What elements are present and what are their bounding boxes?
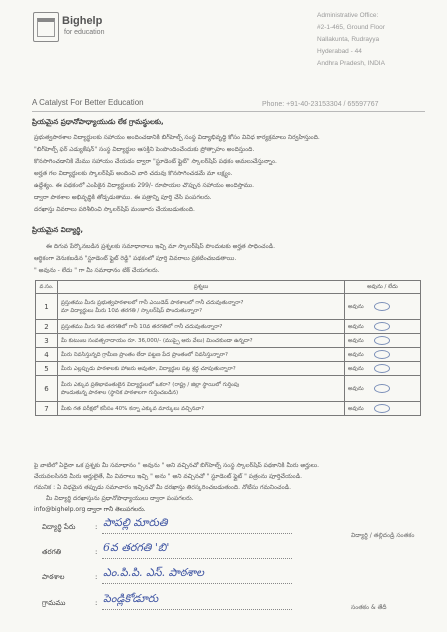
paragraph-line: మీ విద్యార్థి దరఖాస్తును ప్రధానోపాధ్యాయులు ద్వారా పంపగలరు. — [46, 495, 194, 502]
tick-mark-icon — [374, 350, 390, 359]
paragraph-line: "బిగ్‌హెల్ప్ ఫర్ ఎడ్యుకేషన్" సంస్థ విద్యార్థుల ఆసక్తిని పెంపొందించేందుకు ప్రోత్సాహం అందిస్తుంది. — [34, 146, 255, 153]
answer-cell — [345, 294, 421, 320]
row-number: 5 — [36, 362, 58, 376]
tick-mark-icon — [374, 322, 390, 331]
column-header-question: ప్రశ్నలు — [58, 281, 345, 294]
row-number: 7 — [36, 402, 58, 416]
question-text: మీకు గత పరీక్షలో కనీసం 40% కన్నా ఎక్కువ మార్కులు వచ్చినవా? — [61, 405, 205, 412]
contact-line: info@bighelp.org ద్వారా గానీ తెలుపగలరు. — [34, 506, 146, 513]
table-row — [36, 402, 421, 416]
question-text: మీ కుటుంబ సంవత్సరాదాయం రూ. 36,000/- (ముప్పై ఆరు వేలు) మించకుండా ఉన్నదా? — [61, 337, 253, 344]
paragraph-line: గమనిక : ఏ విధమైన తప్పుడు సమాచారం ఇచ్చినచో మీ దరఖాస్తు తిరస్కరించబడుతుంది. నోటీసు గమనించండి. — [34, 484, 291, 491]
colon: : — [95, 523, 98, 531]
answer-cell — [345, 376, 421, 402]
question-cell — [58, 362, 345, 376]
tick-mark-icon — [374, 384, 390, 393]
question-text: మీరు నివసిస్తున్నది గ్రామీణ ప్రాంతం లేదా పట్టణ పేద ప్రాంతంలో నివసిస్తున్నారా? — [61, 351, 228, 358]
answer-cell — [345, 402, 421, 416]
answer-text: అవును — [348, 386, 364, 392]
column-header-number: వ.సం. — [36, 281, 58, 294]
question-text: మీరు ఎల్లప్పుడు పాఠశాలకు హాజరు అవుతూ, విద్యార్థుల పట్ల శ్రద్ధ చూపుతున్నారా? — [61, 365, 236, 372]
row-number: 4 — [36, 348, 58, 362]
paragraph-line: ఈ దిగువ పేర్కొనబడిన ప్రశ్నలకు సమాధానాలు ఇచ్చి మా స్కాలర్‌షిప్ పొందుటకు అర్హత సాధించండి. — [46, 243, 276, 250]
brand-name: Bighelp — [62, 15, 103, 27]
paragraph-line: చేయవలసినది మీరు అర్హులైతే, మీ వివరాలు ఇచ్చి " అను " అని వచ్చినచో " స్టూడెంట్ ఫ్లైట్ " పత్రంను పూర్తిచేయండి. — [34, 473, 303, 480]
row-number: 1 — [36, 294, 58, 320]
answer-cell — [345, 362, 421, 376]
paragraph-line: ప్రభుత్వపాఠశాల విద్యార్థులకు సహాయం అందించడానికి బిగ్‌హెల్ప్ సంస్థ విద్యాభివృద్ధి కోసం వివిధ కార్యక్రమాలు నిర్వహిస్తుంది. — [34, 134, 320, 141]
tagline: A Catalyst For Better Education — [32, 98, 144, 107]
answer-text: అవును — [348, 406, 364, 412]
phone-line: Phone: +91-40-23153304 / 65597767 — [262, 101, 379, 108]
address-line: Nallakunta, Rudrayya — [317, 36, 380, 43]
paragraph-line: కొనసాగించడానికి మేము సహాయం చేయడం ద్వారా "స్టూడెంట్ ఫ్లైట్" స్కాలర్‌షిప్ పథకం అమలుచేస్తున్నాం. — [34, 158, 277, 165]
paragraph-line: దరఖాస్తు వివరాలు పరిశీలించి స్కాలర్‌షిప్ మంజూరు చేయబడుతుంది. — [34, 206, 195, 213]
question-text: ప్రస్తుతము మీరు ప్రభుత్వపాఠశాలలో గానీ ఎయిడెడ్ పాఠశాలలో గానీ చదువుతున్నారా? — [61, 299, 244, 306]
paragraph-line: ద్వారా పాఠశాల అభివృద్ధికి తోడ్పడుతాము. ఈ పత్రాన్ని పూర్తి చేసి పంపగలరు. — [34, 194, 212, 201]
bighelp-logo-icon — [33, 12, 59, 42]
question-cell — [58, 348, 345, 362]
paragraph-line: పై వాటిలో ఏదైనా ఒక ప్రశ్నకు మీ సమాధానం " అవును " అని వచ్చినచో బిగ్‌హెల్ప్ సంస్థ స్కాలర్‌షిప్ పథకానికి మీరు అర్హులు. — [34, 462, 319, 469]
field-underline — [102, 558, 292, 559]
table-row — [36, 376, 421, 402]
question-cell — [58, 334, 345, 348]
answer-cell — [345, 320, 421, 334]
tick-mark-icon — [374, 364, 390, 373]
class-value: 6వ తరగతి 'బి' — [103, 541, 170, 554]
colon: : — [95, 573, 98, 581]
field-underline — [102, 609, 292, 610]
answer-cell — [345, 334, 421, 348]
class-label: తరగతి — [42, 548, 62, 556]
paragraph-line: అర్హత గల విద్యార్థులకు స్కాలర్‌షిప్ అందించి వారి చదువు కొనసాగించడమే మా లక్ష్యం. — [34, 170, 233, 177]
field-underline — [102, 583, 292, 584]
question-cell — [58, 294, 345, 320]
question-text: పొందుతున్న పాఠశాల (స్థానిక పాఠశాలగా గుర్తించబడిన) — [61, 389, 179, 396]
question-cell — [58, 376, 345, 402]
colon: : — [95, 548, 98, 556]
tick-mark-icon — [374, 302, 390, 311]
question-text: మా విద్యార్థులు మీరు 10వ తరగతి / స్కాలర్‌షిప్ పొందుతున్నారా? — [61, 307, 203, 314]
colon: : — [95, 599, 98, 607]
paragraph-line: ఆర్థికంగా వెనుకబడిన "స్టూడెంట్ ఫ్లైట్ రెడ్డి" పథకంలో పూర్తి వివరాలు ప్రకటించబడతాయి. — [34, 255, 237, 262]
answer-text: అవును — [348, 324, 364, 330]
answer-cell — [345, 348, 421, 362]
school-label: పాఠశాల — [42, 573, 65, 581]
signature-label: సంతకం & తేదీ — [351, 604, 387, 611]
salutation-headmaster: ప్రియమైన ప్రధానోపాధ్యాయుడు లేక గ్రామస్థులకు, — [32, 118, 164, 126]
row-number: 3 — [36, 334, 58, 348]
row-number: 2 — [36, 320, 58, 334]
signature-label: విద్యార్థి / తల్లిదండ్రి సంతకం — [351, 532, 415, 539]
question-cell — [58, 320, 345, 334]
table-row — [36, 320, 421, 334]
eligibility-table — [35, 280, 421, 416]
address-line: Hyderabad - 44 — [317, 48, 362, 55]
column-header-answer: అవును / లేదు — [345, 281, 421, 294]
school-value: ఎం.పి.పి. ఎస్. పాఠశాల — [103, 566, 204, 579]
field-underline — [102, 533, 292, 534]
table-row — [36, 362, 421, 376]
address-line: Administrative Office: — [317, 12, 379, 19]
table-row — [36, 294, 421, 320]
student-name-label: విద్యార్థి పేరు — [42, 523, 76, 531]
address-line: #2-1-465, Ground Floor — [317, 24, 385, 31]
table-row — [36, 348, 421, 362]
answer-text: అవును — [348, 366, 364, 372]
tick-mark-icon — [374, 336, 390, 345]
student-name-value: పాపల్లి మారుతి — [103, 516, 168, 529]
question-text: ప్రస్తుతము మీరు 9వ తరగతిలో గానీ 10వ తరగతిలో గానీ చదువుతున్నారా? — [61, 323, 223, 330]
village-label: గ్రామము — [42, 599, 66, 607]
tick-mark-icon — [374, 404, 390, 413]
paragraph-line: ఉద్దేశ్యం. ఈ పథకంలో ఎంపికైన విద్యార్థులకు 299/- రూపాయల చొప్పున సహాయం అందిస్తాము. — [34, 182, 255, 189]
row-number: 6 — [36, 376, 58, 402]
question-text: మీరు ఎక్కువ ప్రతిభావంతులైన విద్యార్థులలో ఒకరా? (రాష్ట్ర / జిల్లా స్థాయిలో గుర్తింపు — [61, 381, 240, 388]
answer-text: అవును — [348, 352, 364, 358]
question-cell — [58, 402, 345, 416]
village-value: పెండ్లికోడూరు — [103, 592, 159, 605]
header-divider — [32, 111, 425, 112]
brand-subtitle: for education — [64, 29, 105, 36]
table-row — [36, 334, 421, 348]
paragraph-line: " అవును - లేదు " గా మీ సమాధానం టిక్ చేయగలరు. — [34, 267, 160, 274]
answer-text: అవును — [348, 338, 364, 344]
answer-text: అవును — [348, 304, 364, 310]
address-line: Andhra Pradesh, INDIA — [317, 60, 385, 67]
salutation-student: ప్రియమైన విద్యార్థి, — [32, 226, 84, 234]
